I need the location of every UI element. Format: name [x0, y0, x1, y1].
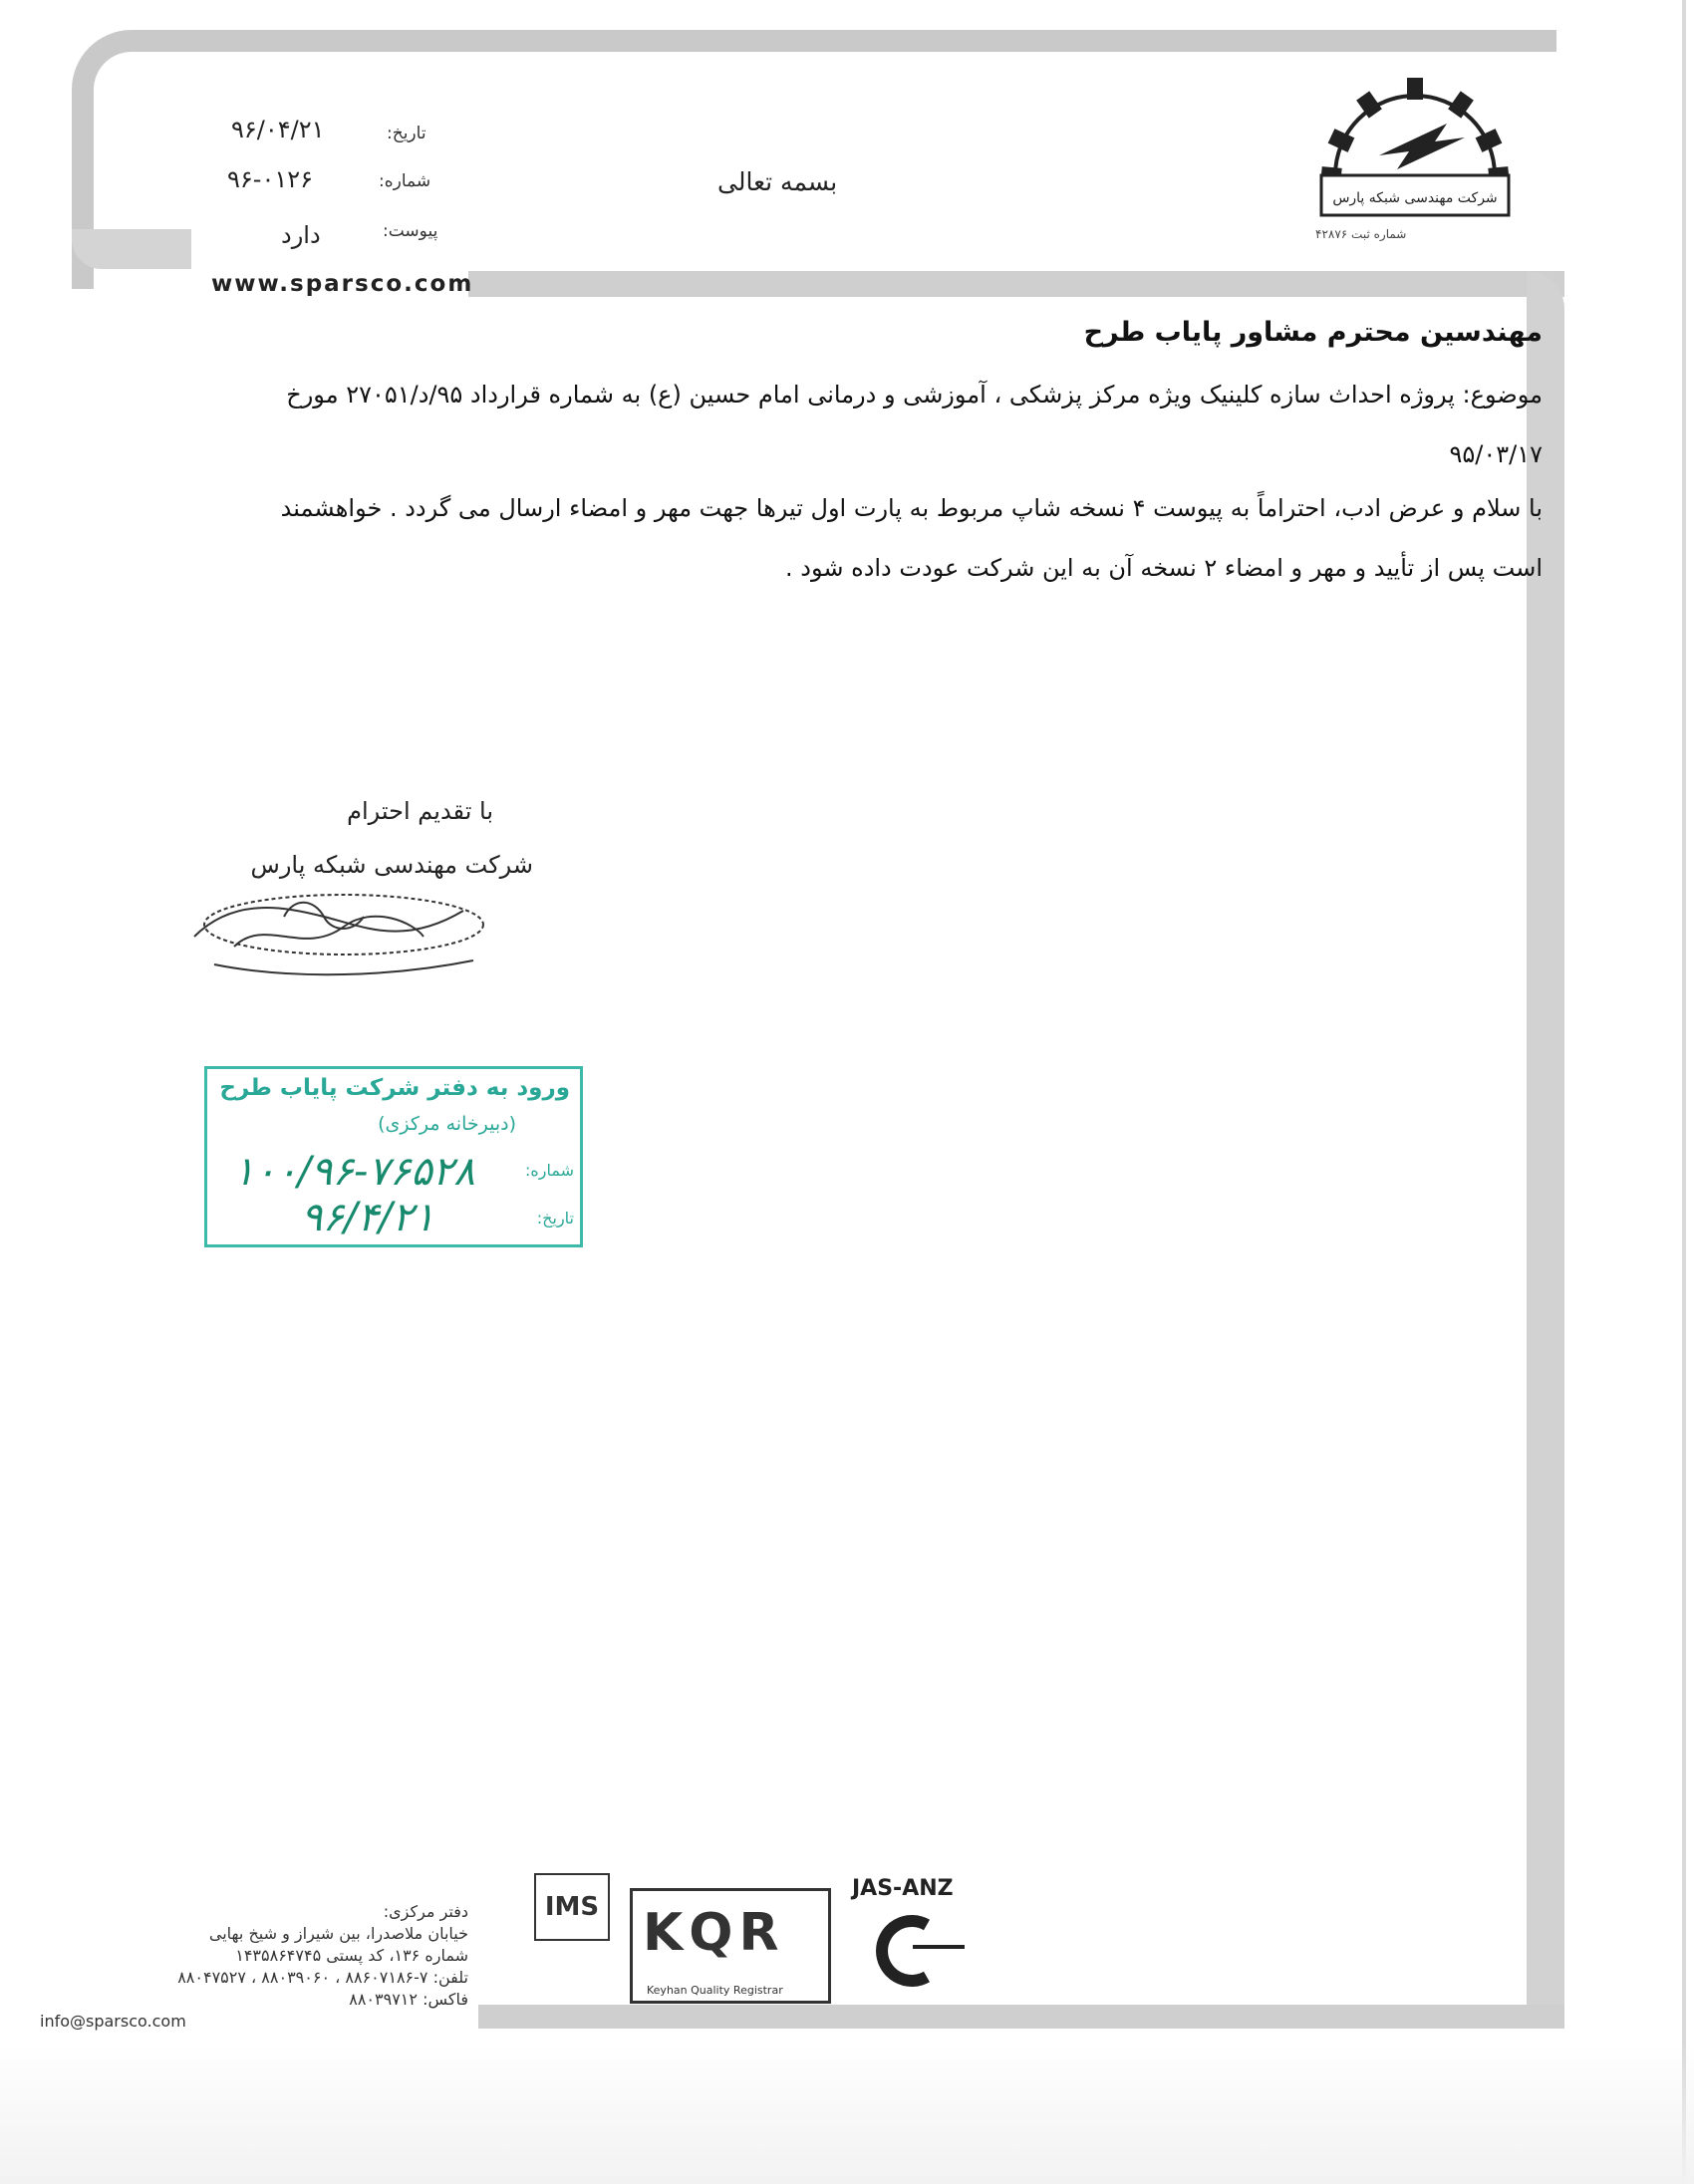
kqr-logo-text: KQR [643, 1903, 785, 1963]
subject-line: موضوع: پروژه احداث سازه کلینیک ویژه مرکز پزشکی ، آموزشی و درمانی امام حسین (ع) به شماره قرارداد ۹۵/د/۲۷۰۵۱ مورخ ۹۵/۰۳/۱۷ [286, 381, 1543, 468]
stamp-number-value: ۱۰۰/۹۶-۷۶۵۲۸ [233, 1149, 475, 1195]
handwritten-signature [174, 877, 493, 986]
fax-number: فاکس: ۸۸۰۳۹۷۱۲ [349, 1990, 468, 2009]
stamp-date-value: ۹۶/۴/۲۱ [301, 1195, 435, 1240]
letterhead-border-bottom [478, 2005, 1564, 2029]
ims-certification-logo: IMS [534, 1873, 610, 1941]
closing-phrase: با تقدیم احترام [347, 797, 493, 825]
stamp-number-label: شماره: [524, 1161, 574, 1180]
kqr-certification-logo [630, 1888, 831, 2004]
phone-numbers: تلفن: ۷-۸۸۶۰۷۱۸۶ ، ۸۸۰۳۹۰۶۰ ، ۸۸۰۴۷۵۲۷ [177, 1968, 468, 1987]
svg-text:شرکت مهندسی شبکه پارس: شرکت مهندسی شبکه پارس [1332, 190, 1498, 206]
website-link[interactable]: www.sparsco.com [211, 271, 474, 297]
addressee: مهندسین محترم مشاور پایاب طرح [1083, 317, 1543, 348]
footer-address [40, 1901, 468, 2033]
basmala: بسمه تعالی [717, 167, 838, 196]
jas-anz-label: JAS-ANZ [852, 1876, 954, 1901]
date-label: تاریخ: [387, 124, 426, 143]
letterhead-border-divider [468, 271, 1564, 297]
letterhead-border-corner [72, 229, 191, 269]
jas-anz-logo-icon [857, 1911, 967, 1991]
scan-shadow [0, 2043, 1694, 2184]
stamp-subtitle: (دبیرخانه مرکزی) [378, 1113, 516, 1135]
company-logo [1297, 66, 1533, 245]
address-line-2: شماره ۱۳۶، کد پستی ۱۴۳۵۸۶۴۷۴۵ [235, 1946, 468, 1965]
signatory-company: شرکت مهندسی شبکه پارس [250, 851, 533, 879]
date-value: ۹۶/۰۴/۲۱ [231, 116, 325, 143]
gear-logo-icon [1297, 66, 1533, 225]
page-edge [1682, 0, 1686, 2184]
message-body: با سلام و عرض ادب، احتراماً به پیوست ۴ نسخه شاپ مربوط به پارت اول تیرها جهت مهر و امضاء ارسال می گردد . خواهشمند است پس از تأیید و مهر و امضاء ۲ نسخه آن به این شرکت عودت داده شود . [280, 494, 1543, 582]
email-link[interactable]: info@sparsco.com [40, 2012, 186, 2031]
address-line-1: خیابان ملاصدرا، بین شیراز و شیخ بهایی [208, 1924, 468, 1943]
kqr-caption: Keyhan Quality Registrar [647, 1984, 783, 1997]
number-value: ۹۶-۰۱۲۶ [227, 165, 314, 193]
number-label: شماره: [379, 171, 431, 191]
office-label: دفتر مرکزی: [383, 1902, 468, 1921]
logo-caption: شماره ثبت ۴۲۸۷۶ [1315, 227, 1407, 241]
attachment-label: پیوست: [383, 221, 438, 241]
attachment-value: دارد [281, 221, 321, 249]
received-stamp [204, 1066, 583, 1247]
stamp-date-label: تاریخ: [536, 1209, 574, 1228]
stamp-title: ورود به دفتر شرکت پایاب طرح [219, 1075, 570, 1101]
